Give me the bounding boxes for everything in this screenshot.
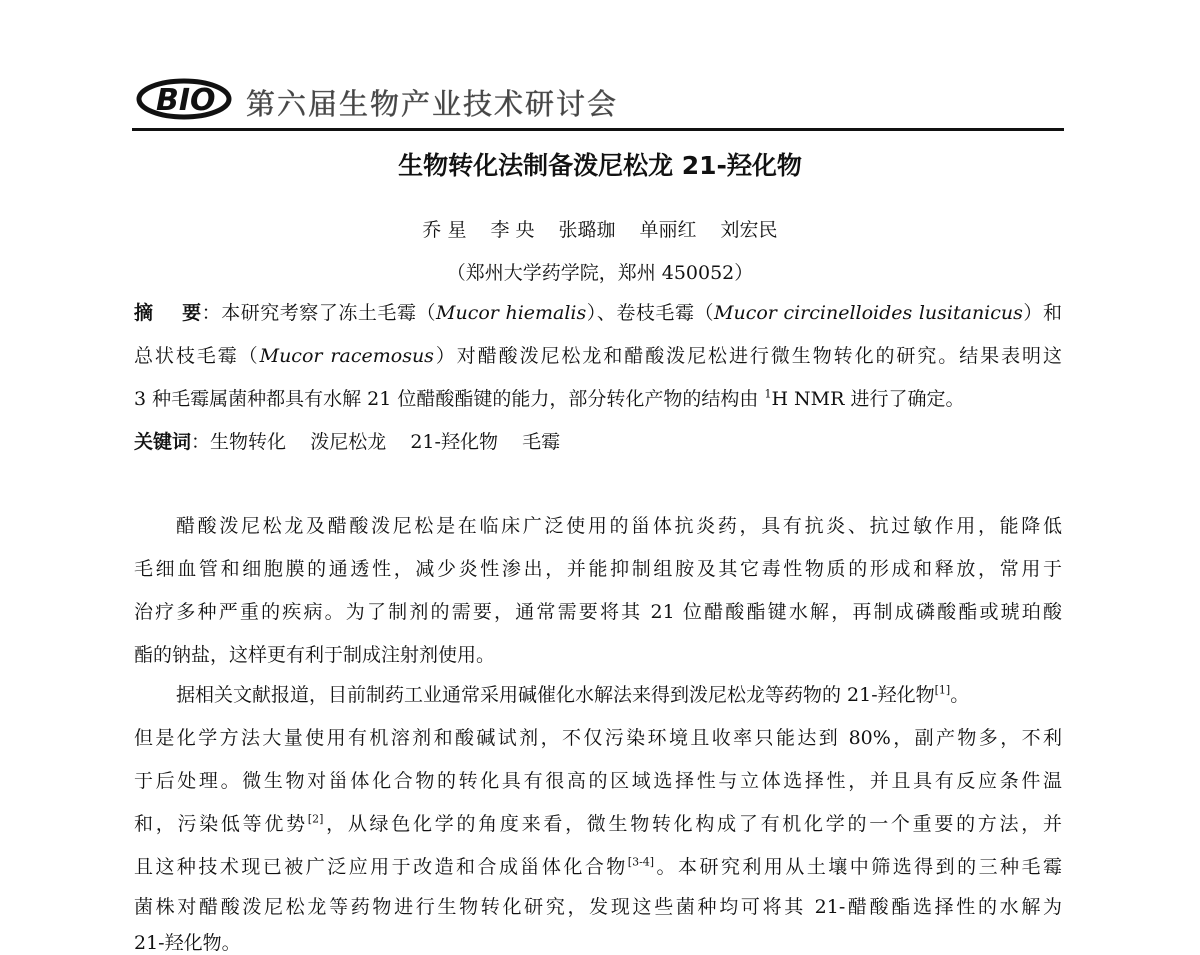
paper-title: 生物转化法制备泼尼松龙 21-羟化物 <box>398 151 802 180</box>
author: 张璐珈 <box>558 219 616 241</box>
abstract-line-3: 3 种毛霉属菌种都具有水解 21 位醋酸酯键的能力，部分转化产物的结构由 $^1$H NMR 进行了确定。 <box>134 387 965 410</box>
body-p2-line-1: 据相关文献报道，目前制药工业通常采用碱催化水解法来得到泼尼松龙等药物的 21-羟化物[1]。 <box>176 683 970 706</box>
body-p2-line-6: 菌株对醋酸泼尼松龙等药物进行生物转化研究，发现这些菌种均可将其 21-醋酸酯选择性的水解为 <box>134 896 1062 918</box>
author: 单丽红 <box>639 219 697 241</box>
abstract-label: 摘 要 <box>134 302 202 324</box>
body-p2-line-3: 于后处理。微生物对甾体化合物的转化具有很高的区域选择性与立体选择性，并且具有反应条件温 <box>134 770 1062 792</box>
keywords: 关键词：生物转化 泼尼松龙 21-羟化物 毛霉 <box>134 431 561 453</box>
author: 李 央 <box>490 219 535 241</box>
body-p2-line-5: 且这种技术现已被广泛应用于改造和合成甾体化合物[3-4]。本研究利用从土壤中筛选得到的三种毛霉 <box>134 855 1062 878</box>
body-p2-line-7: 21-羟化物。 <box>134 932 241 954</box>
citation: [2] <box>307 812 324 826</box>
body-p1-line-3: 治疗多种严重的疾病。为了制剂的需要，通常需要将其 21 位醋酸酯键水解，再制成磷酸酯或琥珀酸 <box>134 601 1062 623</box>
header-rule <box>132 128 1064 131</box>
author-list <box>0 215 1200 242</box>
abstract-line-2: 总状枝毛霉（Mucor racemosus）对醋酸泼尼松龙和醋酸泼尼松进行微生物转化的研究。结果表明这 <box>134 345 1062 367</box>
bio-logo <box>136 74 236 122</box>
keywords-label: 关键词 <box>134 431 192 453</box>
conference-header <box>132 72 1064 134</box>
author: 乔 星 <box>422 219 467 241</box>
conference-name: 第六届生物产业技术研讨会 <box>246 87 619 121</box>
author: 刘宏民 <box>720 219 778 241</box>
citation: [3-4] <box>627 855 655 869</box>
affiliation: （郑州大学药学院，郑州 450052） <box>446 262 754 284</box>
logo-text: BIO <box>156 83 216 118</box>
body-p1-line-4: 酯的钠盐，这样更有利于制成注射剂使用。 <box>134 644 496 666</box>
body-p1-line-1: 醋酸泼尼松龙及醋酸泼尼松是在临床广泛使用的甾体抗炎药，具有抗炎、抗过敏作用，能降低 <box>176 515 1062 537</box>
body-p2-line-4: 和，污染低等优势[2]，从绿色化学的角度来看，微生物转化构成了有机化学的一个重要的方法，并 <box>134 812 1062 835</box>
abstract-line-1: 摘 要：本研究考察了冻土毛霉（Mucor hiemalis）、卷枝毛霉（Mucor circinelloides lusitanicus）和 <box>134 302 1062 324</box>
citation: [1] <box>934 683 951 697</box>
body-p2-line-2: 但是化学方法大量使用有机溶剂和酸碱试剂，不仅污染环境且收率只能达到 80%，副产物多，不利 <box>134 727 1062 749</box>
body-p1-line-2: 毛细血管和细胞膜的通透性，减少炎性渗出，并能抑制组胺及其它毒性物质的形成和释放，常用于 <box>134 558 1062 580</box>
